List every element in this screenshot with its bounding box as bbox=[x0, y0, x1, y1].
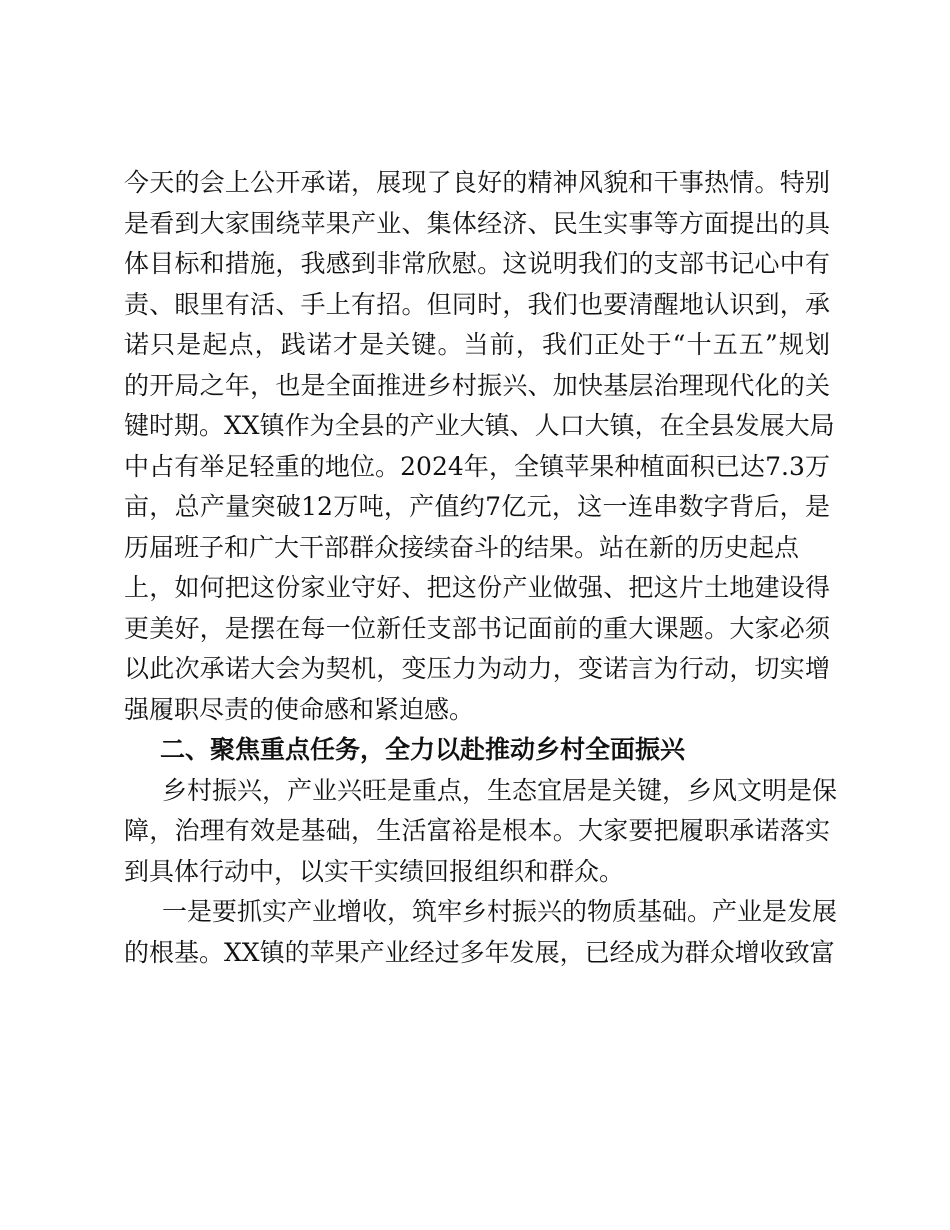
paragraph-line: 亩，总产量突破12万吨，产值约7亿元，这一连串数字背后，是 bbox=[124, 492, 830, 521]
paragraph-line: 中占有举足轻重的地位。2024年，全镇苹果种植面积已达7.3万 bbox=[124, 451, 830, 481]
paragraph-line: 历届班子和广大干部群众接续奋斗的结果。站在新的历史起点 bbox=[124, 532, 800, 562]
document-body bbox=[124, 163, 838, 973]
paragraph-line: 的根基。XX镇的苹果产业经过多年发展，已经成为群众增收致富 bbox=[124, 937, 835, 967]
paragraph-line: 是看到大家围绕苹果产业、集体经济、民生实事等方面提出的具 bbox=[124, 208, 830, 238]
paragraph-line: 障，治理有效是基础，生活富裕是根本。大家要把履职承诺落实 bbox=[124, 816, 830, 845]
paragraph-line: 上，如何把这份家业守好、把这份产业做强、把这片土地建设得 bbox=[124, 573, 830, 602]
paragraph-line: 责、眼里有活、手上有招。但同时，我们也要清醒地认识到，承 bbox=[124, 289, 830, 319]
paragraph-line: 乡村振兴，产业兴旺是重点，生态宜居是关键，乡风文明是保 bbox=[162, 775, 838, 805]
section-heading: 二、聚焦重点任务，全力以赴推动乡村全面振兴 bbox=[160, 735, 686, 764]
paragraph-line: 诺只是起点，践诺才是关键。当前，我们正处于“十五五”规划 bbox=[124, 330, 830, 359]
paragraph-line: 以此次承诺大会为契机，变压力为动力，变诺言为行动，切实增 bbox=[124, 654, 830, 683]
paragraph-line: 到具体行动中，以实干实绩回报组织和群众。 bbox=[124, 856, 625, 886]
paragraph-line: 一是要抓实产业增收，筑牢乡村振兴的物质基础。产业是发展 bbox=[162, 897, 838, 926]
paragraph-line: 更美好，是摆在每一位新任支部书记面前的重大课题。大家必须 bbox=[124, 613, 830, 643]
paragraph-line: 的开局之年，也是全面推进乡村振兴、加快基层治理现代化的关 bbox=[124, 370, 830, 400]
paragraph-line: 强履职尽责的使命感和紧迫感。 bbox=[124, 694, 475, 724]
paragraph-line: 今天的会上公开承诺，展现了良好的精神风貌和干事热情。特别 bbox=[124, 168, 830, 197]
paragraph-line: 体目标和措施，我感到非常欣慰。这说明我们的支部书记心中有 bbox=[124, 249, 830, 278]
paragraph-line: 键时期。XX镇作为全县的产业大镇、人口大镇，在全县发展大局 bbox=[124, 411, 835, 440]
